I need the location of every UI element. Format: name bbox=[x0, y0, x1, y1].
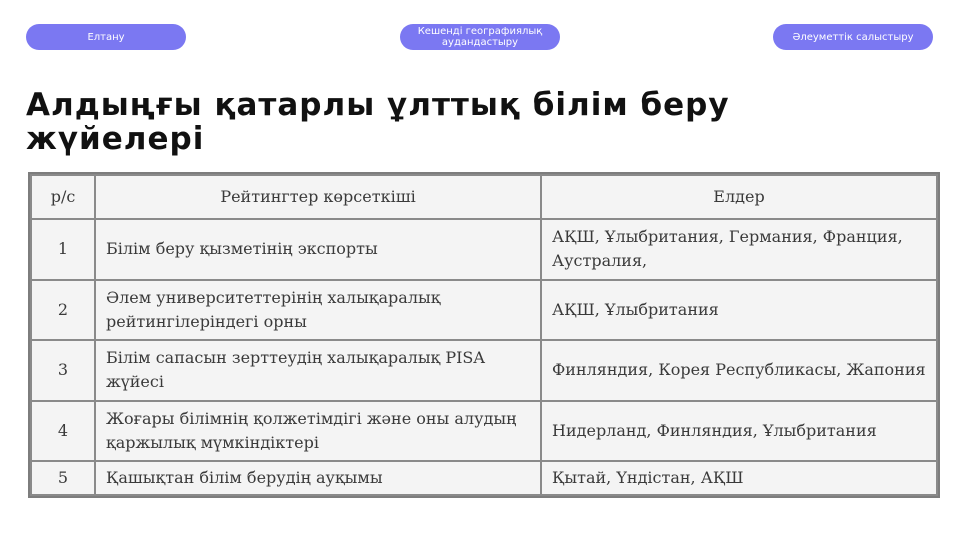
row-number: 2 bbox=[31, 280, 95, 341]
row-number: 5 bbox=[31, 461, 95, 495]
row-countries: АҚШ, Ұлыбритания, Германия, Франция, Аустралия, bbox=[541, 219, 937, 280]
table-row bbox=[31, 401, 937, 462]
row-countries: Финляндия, Корея Республикасы, Жапония bbox=[541, 340, 937, 401]
table-row bbox=[31, 340, 937, 401]
row-indicator: Қашықтан білім берудің ауқымы bbox=[95, 461, 541, 495]
row-number: 4 bbox=[31, 401, 95, 462]
page-title: Алдыңғы қатарлы ұлттық білім беру жүйелері bbox=[26, 87, 730, 157]
header-countries: Елдер bbox=[541, 175, 937, 219]
nav-button-eltanu[interactable]: Елтану bbox=[26, 24, 186, 50]
table-row bbox=[31, 280, 937, 341]
table-row bbox=[31, 461, 937, 495]
table-row bbox=[31, 219, 937, 280]
row-countries: АҚШ, Ұлыбритания bbox=[541, 280, 937, 341]
row-indicator: Білім сапасын зерттеудің халықаралық PISA жүйесі bbox=[95, 340, 541, 401]
nav-button-social-comparison[interactable]: Әлеуметтік салыстыру bbox=[773, 24, 933, 50]
row-indicator: Білім беру қызметінің экспорты bbox=[95, 219, 541, 280]
row-countries: Қытай, Үндістан, АҚШ bbox=[541, 461, 937, 495]
table-header-row bbox=[31, 175, 937, 219]
rankings-table bbox=[28, 172, 940, 498]
nav-button-regionalization[interactable]: Кешенді географиялық аудандастыру bbox=[400, 24, 560, 50]
row-number: 3 bbox=[31, 340, 95, 401]
header-indicator: Рейтингтер көрсеткіші bbox=[95, 175, 541, 219]
row-indicator: Жоғары білімнің қолжетімдігі және оны алудың қаржылық мүмкіндіктері bbox=[95, 401, 541, 462]
header-number: р/с bbox=[31, 175, 95, 219]
row-countries: Нидерланд, Финляндия, Ұлыбритания bbox=[541, 401, 937, 462]
row-number: 1 bbox=[31, 219, 95, 280]
row-indicator: Әлем университеттерінің халықаралық рейтингілеріндегі орны bbox=[95, 280, 541, 341]
